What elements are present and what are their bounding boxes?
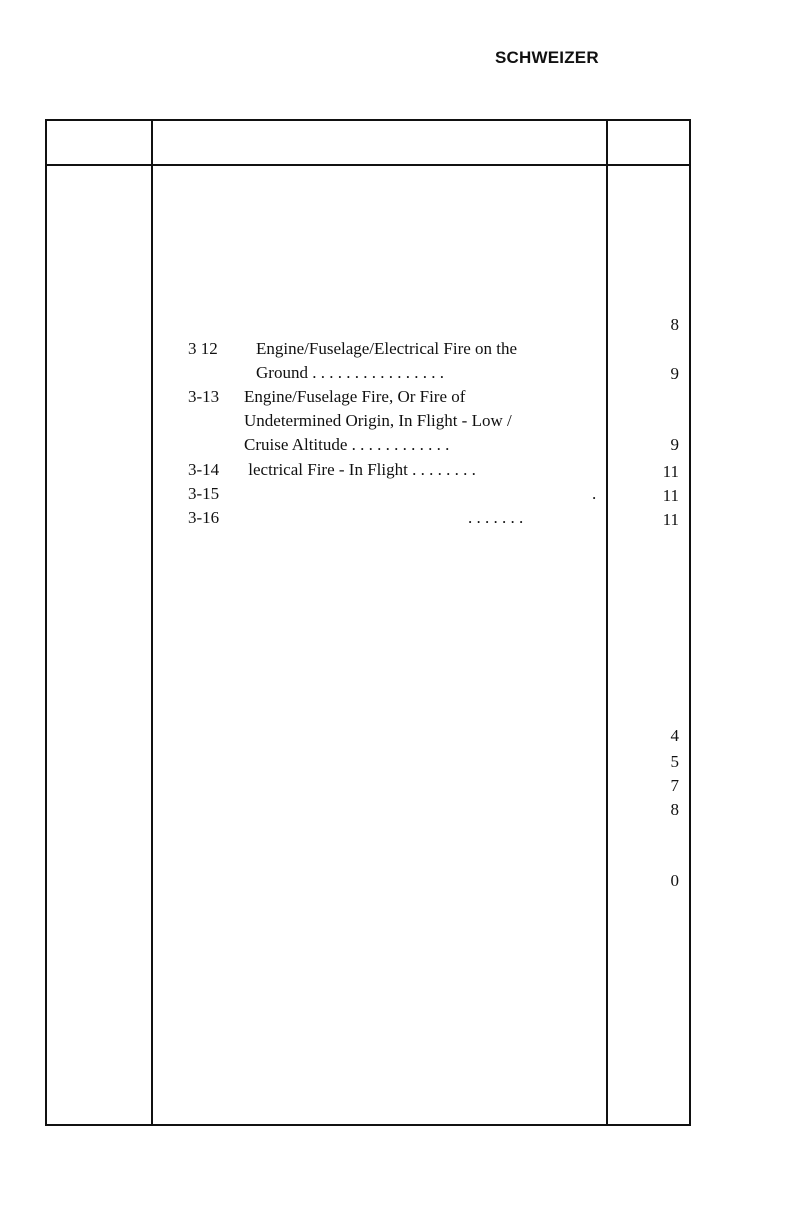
section-number: 3 12 [188,339,218,358]
entry-title-line: Cruise Altitude . . . . . . . . . . . . [244,435,450,454]
page-number: 5 [670,752,679,771]
section-number: 3-16 [188,508,220,527]
page-number: 11 [662,486,679,505]
page-number: 7 [670,776,679,795]
entry-title-line: Undetermined Origin, In Flight - Low / [244,411,512,430]
entry-title-line: lectrical Fire - In Flight . . . . . . . . [244,460,476,479]
page-number: 11 [662,462,679,481]
page-number: 4 [670,726,679,745]
section-number: 3-15 [188,484,220,503]
page-number: 8 [670,800,679,819]
entry-title-line: . . . . . . . [468,508,524,527]
column-divider-right [606,119,608,1126]
entry-title-line: Ground . . . . . . . . . . . . . . . . [256,363,444,382]
page-number: 8 [670,315,679,334]
toc-table-frame [45,119,691,1126]
entry-title-line: . [592,484,597,503]
entry-title-line: Engine/Fuselage/Electrical Fire on the [256,339,518,358]
column-divider-left [151,119,153,1126]
entry-title-line: Engine/Fuselage Fire, Or Fire of [244,387,466,406]
page-number: 11 [662,510,679,529]
section-number: 3-13 [188,387,220,406]
page-number: 9 [670,435,679,454]
table-header-divider [45,164,691,166]
section-number: 3-14 [188,460,220,479]
page-number: 9 [670,364,679,383]
header-brand: SCHWEIZER [495,48,599,67]
page-number: 0 [670,871,679,890]
